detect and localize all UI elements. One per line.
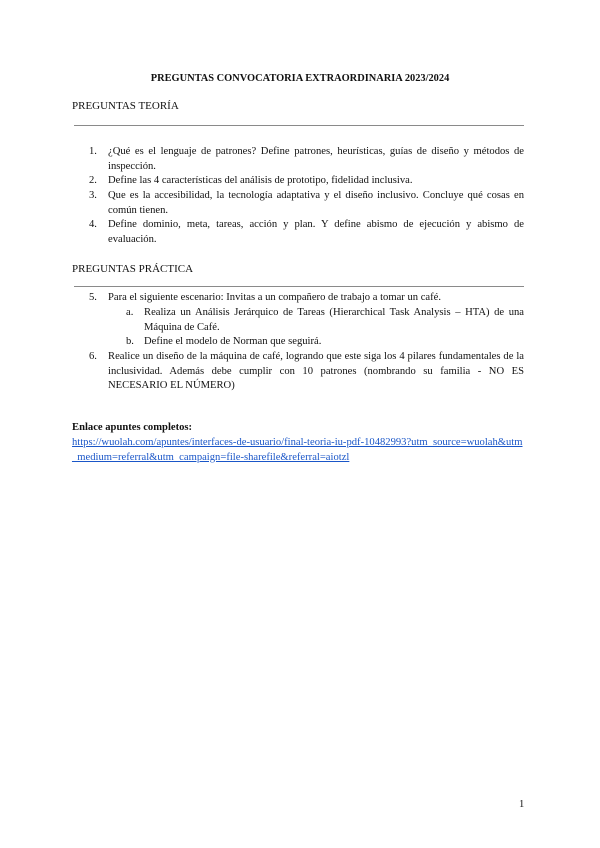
- item-letter: a.: [126, 307, 134, 318]
- list-item: [89, 218, 524, 247]
- list-item: [89, 350, 524, 394]
- item-number: 4.: [89, 219, 97, 230]
- item-text: Realice un diseño de la máquina de café, logrando que este siga los 4 pilares fundamentales de la inclusividad. Además debe cumplir con 10 patrones (nombrando su familia - NO ES NECESARIO EL NÚMERO): [108, 351, 524, 392]
- page-number: 1: [519, 799, 525, 810]
- sub-list-item: [126, 306, 524, 335]
- list-item: [89, 174, 524, 189]
- item-number: 2.: [89, 175, 97, 186]
- sub-list-item: [126, 335, 524, 350]
- list-item: [89, 145, 524, 174]
- item-number: 5.: [89, 292, 97, 303]
- list-item: [89, 189, 524, 218]
- notes-link[interactable]: https://wuolah.com/apuntes/interfaces-de-usuario/final-teoria-iu-pdf-10482993?utm_source=wuolah&utm_medium=referral&utm_campaign=file-sharefile&referral=aiotzl: [72, 437, 523, 463]
- practice-heading: PREGUNTAS PRÁCTICA: [72, 263, 194, 275]
- link-label: Enlace apuntes completos:: [72, 422, 193, 433]
- item-text: Para el siguiente escenario: Invitas a un compañero de trabajo a tomar un café.: [108, 292, 441, 303]
- item-text: Define las 4 características del análisis de prototipo, fidelidad inclusiva.: [108, 175, 413, 186]
- practice-divider: [74, 286, 524, 287]
- item-text: Realiza un Análisis Jerárquico de Tareas (Hierarchical Task Analysis – HTA) de una Máquina de Café.: [144, 307, 524, 333]
- list-item: [89, 291, 524, 306]
- theory-divider: [74, 125, 524, 126]
- item-number: 1.: [89, 146, 97, 157]
- item-text: ¿Qué es el lenguaje de patrones? Define patrones, heurísticas, guías de diseño y métodos de inspección.: [108, 146, 524, 172]
- link-container: [72, 436, 524, 465]
- item-number: 3.: [89, 190, 97, 201]
- item-letter: b.: [126, 336, 134, 347]
- item-number: 6.: [89, 351, 97, 362]
- item-text: Que es la accesibilidad, la tecnología adaptativa y el diseño inclusivo. Concluye qué cosas en común tienen.: [108, 190, 524, 216]
- document-title: PREGUNTAS CONVOCATORIA EXTRAORDINARIA 2023/2024: [150, 73, 450, 84]
- item-text: Define el modelo de Norman que seguirá.: [144, 336, 322, 347]
- theory-heading: PREGUNTAS TEORÍA: [72, 100, 179, 112]
- item-text: Define dominio, meta, tareas, acción y plan. Y define abismo de ejecución y abismo de evaluación.: [108, 219, 524, 245]
